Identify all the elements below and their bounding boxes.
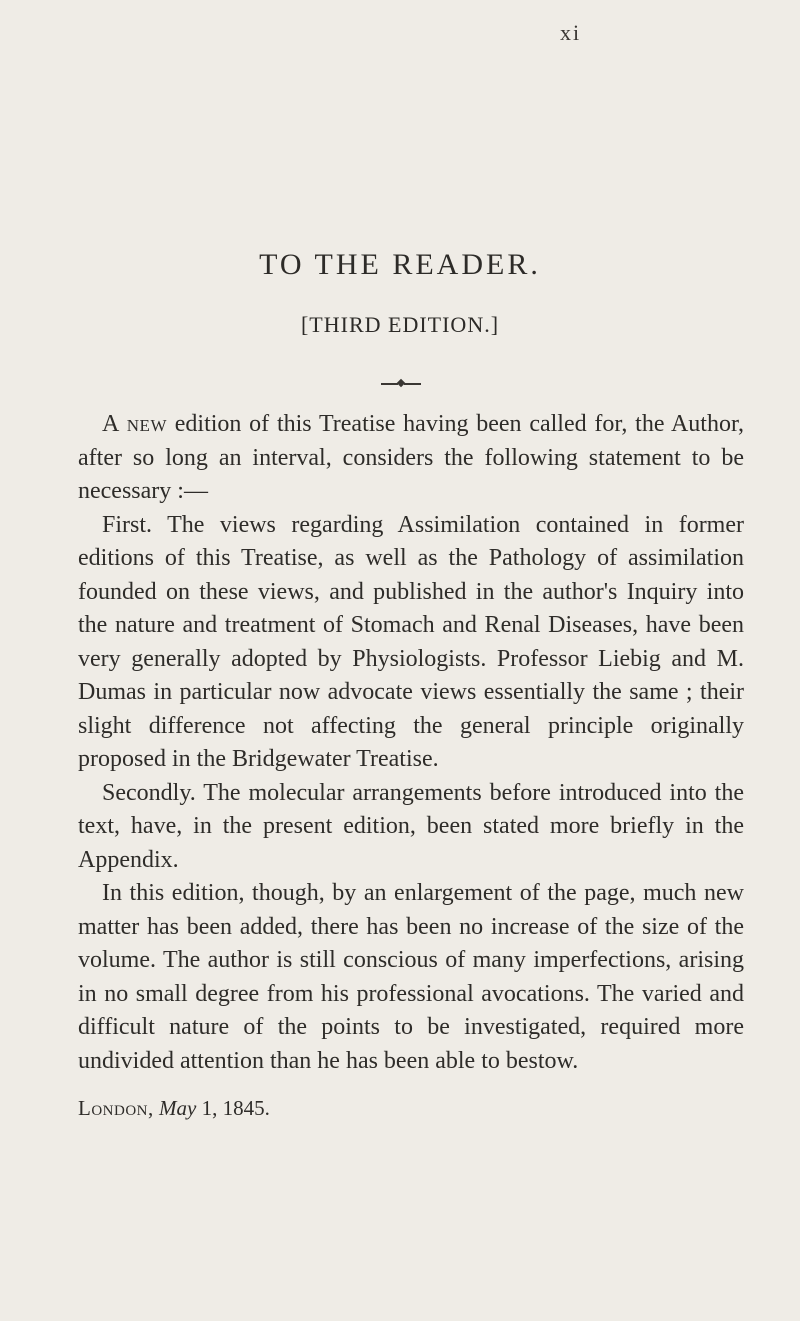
ornament-line-left — [381, 383, 398, 385]
ornament-line-right — [404, 383, 421, 385]
signoff-date-rest: 1, 1845. — [196, 1096, 270, 1120]
paragraph-intro — [78, 408, 744, 509]
page-number: xi — [560, 20, 582, 45]
signoff-line — [78, 1092, 744, 1126]
edition-subtitle: [THIRD EDITION.] — [300, 312, 500, 337]
paragraph-lead-words: A new — [102, 411, 167, 437]
signoff-place: London, — [78, 1096, 154, 1120]
page-title: TO THE READER. — [259, 248, 541, 281]
paragraph-intro-text: edition of this Treatise having been called for, the Author, after so long an interval, considers the following statement to be necessary :— — [78, 411, 744, 504]
ornament-divider — [381, 378, 421, 390]
preface-body — [78, 408, 744, 1126]
paragraph-edition-note: In this edition, though, by an enlargement of the page, much new matter has been added, there has been no increase of the size of the volume. The author is still conscious of many imperfections, arising in no small degree from his professional avocations. The varied and difficult nature of the points to be investigated, required more undivided attention than he has been able to bestow. — [78, 880, 744, 1074]
signoff-month: May — [159, 1096, 197, 1120]
paragraph-first: First. The views regarding Assimilation contained in former editions of this Treatise, as well as the Pathology of assimilation founded on these views, and published in the author's Inquiry into the nature and treatment of Stomach and Renal Diseases, have been very generally adopted by Physiologists. Professor Liebig and M. Dumas in particular now advocate views essentially the same ; their slight difference not affecting the general principle originally proposed in the Bridgewater Treatise. — [78, 511, 744, 772]
paragraph-secondly: Secondly. The molecular arrangements before introduced into the text, have, in the present edition, been stated more briefly in the Appendix. — [78, 779, 744, 873]
